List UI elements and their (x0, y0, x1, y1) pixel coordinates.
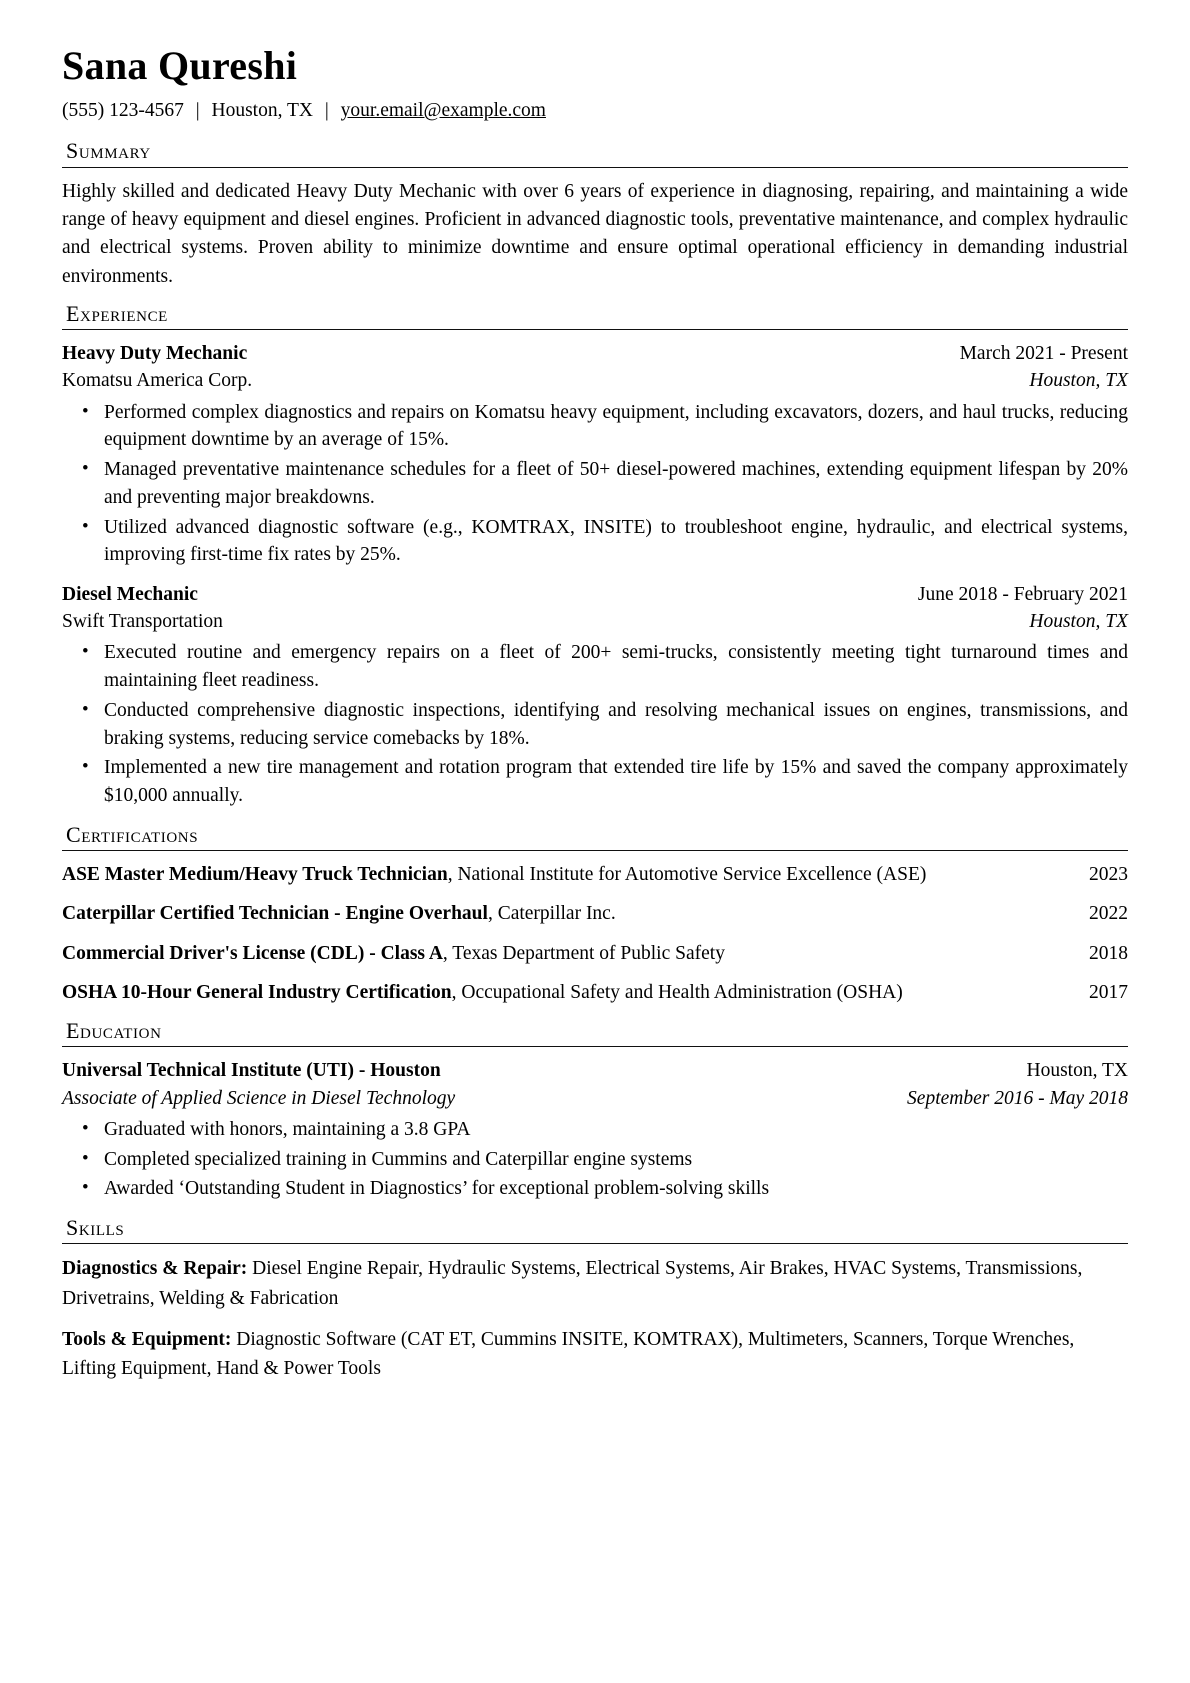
contact-separator-1: | (195, 100, 200, 121)
certification-name: ASE Master Medium/Heavy Truck Technician (62, 863, 448, 885)
experience-bullets (62, 639, 1128, 809)
certification-item (62, 979, 1128, 1007)
section-divider (62, 850, 1128, 851)
education-section (62, 1018, 1128, 1203)
resume-header (62, 44, 1128, 124)
certification-year: 2018 (1089, 942, 1128, 964)
list-item: • Completed specialized training in Cummins and Caterpillar engine systems (104, 1146, 1128, 1174)
skills-section (62, 1215, 1128, 1383)
list-item: • Graduated with honors, maintaining a 3.8 GPA (104, 1116, 1128, 1144)
section-divider (62, 329, 1128, 330)
list-item: • Managed preventative maintenance schedules for a fleet of 50+ diesel-powered machines, extending equipment lifespan by 20% and preventing major breakdowns. (104, 456, 1128, 511)
degree-name: Associate of Applied Science in Diesel Technology (62, 1087, 456, 1109)
certifications-section (62, 822, 1128, 1007)
skill-items: Diagnostic Software (CAT ET, Cummins INSITE, KOMTRAX), Multimeters, Scanners, Torque Wrenches, Lifting Equipment, Hand & Power Tools (62, 1328, 1075, 1380)
job-location: Houston, TX (1029, 611, 1128, 633)
skill-category: Diagnostics & Repair: (62, 1258, 248, 1280)
certification-name: Caterpillar Certified Technician - Engine Overhaul (62, 903, 488, 925)
skill-items: Diesel Engine Repair, Hydraulic Systems, Electrical Systems, Air Brakes, HVAC Systems, Transmissions, Drivetrains, Welding & Fabrication (62, 1258, 1083, 1309)
job-title: Diesel Mechanic (62, 583, 198, 605)
education-school-row (62, 1057, 1128, 1084)
contact-line (62, 98, 1128, 124)
experience-bullets (62, 399, 1128, 569)
certification-issuer: , National Institute for Automotive Service Excellence (ASE) (447, 863, 927, 885)
summary-section (62, 138, 1128, 290)
experience-entry (62, 581, 1128, 810)
list-item: • Conducted comprehensive diagnostic inspections, identifying and resolving mechanical issues on engines, transmissions, and braking systems, reducing service comebacks by 18%. (104, 697, 1128, 752)
certification-year: 2023 (1089, 863, 1128, 885)
email-link[interactable]: your.email@example.com (340, 100, 546, 121)
job-title: Heavy Duty Mechanic (62, 343, 248, 365)
section-divider (62, 1243, 1128, 1244)
skill-category: Tools & Equipment: (62, 1328, 232, 1350)
list-item: • Implemented a new tire management and rotation program that extended tire life by 15% and saved the company approximately $10,000 annually. (104, 754, 1128, 809)
company-name: Swift Transportation (62, 611, 223, 633)
certification-issuer: , Texas Department of Public Safety (442, 942, 725, 964)
certification-year: 2017 (1089, 981, 1128, 1003)
certification-item (62, 861, 1128, 889)
certification-name: Commercial Driver's License (CDL) - Class A (62, 942, 443, 964)
experience-section (62, 301, 1128, 810)
section-title-education: Education (66, 1018, 162, 1044)
education-bullets (62, 1116, 1128, 1203)
section-divider (62, 167, 1128, 168)
experience-org-row (62, 367, 1128, 394)
certification-item (62, 940, 1128, 968)
school-name: Universal Technical Institute (UTI) - Houston (62, 1060, 441, 1082)
education-entry (62, 1057, 1128, 1203)
section-divider (62, 1046, 1128, 1047)
job-date: June 2018 - February 2021 (917, 583, 1128, 605)
experience-entry (62, 340, 1128, 569)
skill-group (62, 1254, 1128, 1313)
certification-name: OSHA 10-Hour General Industry Certification (62, 981, 452, 1003)
contact-separator-2: | (324, 100, 329, 121)
certification-year: 2022 (1089, 903, 1128, 925)
section-title-skills: Skills (66, 1215, 125, 1241)
experience-title-row (62, 581, 1128, 608)
section-title-summary: Summary (66, 138, 151, 164)
candidate-name: Sana Qureshi (62, 43, 298, 88)
company-name: Komatsu America Corp. (62, 370, 253, 392)
education-date: September 2016 - May 2018 (907, 1087, 1128, 1109)
list-item: • Awarded ‘Outstanding Student in Diagnostics’ for exceptional problem-solving skills (104, 1175, 1128, 1203)
job-date: March 2021 - Present (959, 343, 1128, 365)
phone-number: (555) 123-4567 (62, 100, 184, 121)
summary-text: Highly skilled and dedicated Heavy Duty Mechanic with over 6 years of experience in diagnosing, repairing, and maintaining a wide range of heavy equipment and diesel engines. Proficient in advanced diagnostic tools, preventative maintenance, and complex hydraulic and electrical systems. Proven ability to minimize downtime and ensure optimal operational efficiency in demanding industrial environments. (62, 180, 1128, 287)
certification-issuer: , Occupational Safety and Health Administration (OSHA) (451, 981, 903, 1003)
certification-issuer: , Caterpillar Inc. (487, 903, 616, 925)
job-location: Houston, TX (1029, 370, 1128, 392)
location-text: Houston, TX (211, 100, 313, 121)
experience-title-row (62, 340, 1128, 367)
section-title-experience: Experience (66, 300, 168, 326)
education-degree-row (62, 1085, 1128, 1112)
school-location: Houston, TX (1026, 1060, 1128, 1082)
list-item: • Executed routine and emergency repairs on a fleet of 200+ semi-trucks, consistently meeting tight turnaround times and maintaining fleet readiness. (104, 639, 1128, 694)
section-title-certifications: Certifications (66, 821, 199, 847)
certification-item (62, 900, 1128, 928)
skill-group (62, 1325, 1128, 1384)
experience-org-row (62, 608, 1128, 635)
list-item: • Utilized advanced diagnostic software (e.g., KOMTRAX, INSITE) to troubleshoot engine, hydraulic, and electrical systems, improving first-time fix rates by 25%. (104, 514, 1128, 569)
list-item: • Performed complex diagnostics and repairs on Komatsu heavy equipment, including excavators, dozers, and haul trucks, reducing equipment downtime by an average of 15%. (104, 399, 1128, 454)
